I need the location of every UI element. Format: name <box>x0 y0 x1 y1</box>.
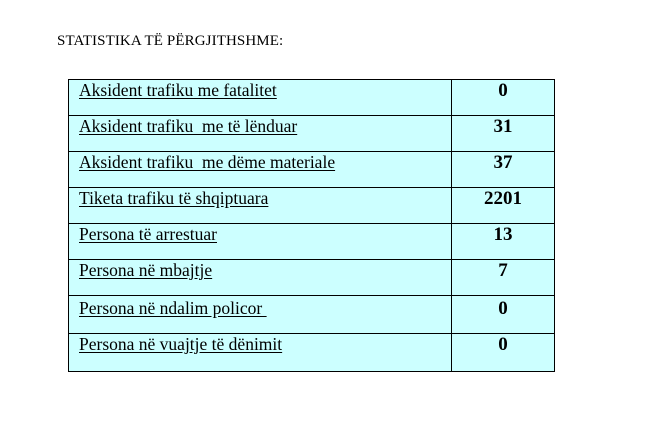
statistics-table <box>68 79 555 372</box>
row-value: 0 <box>498 80 508 101</box>
row-label: Aksident trafiku me dëme materiale <box>79 152 336 172</box>
table-row <box>69 188 555 224</box>
row-value-cell <box>452 334 555 372</box>
table-row <box>69 80 555 116</box>
row-value-cell <box>452 296 555 334</box>
row-label-cell <box>69 224 452 260</box>
row-value-cell <box>452 188 555 224</box>
section-heading: STATISTIKA TË PËRGJITHSHME: <box>57 33 284 49</box>
row-label-cell <box>69 152 452 188</box>
table-row <box>69 260 555 296</box>
row-label: Persona në vuajtje të dënimit <box>79 334 283 354</box>
row-label: Persona të arrestuar <box>79 224 217 244</box>
table-row <box>69 224 555 260</box>
table-row <box>69 334 555 372</box>
row-label-cell <box>69 260 452 296</box>
row-label: Aksident trafiku me të lënduar <box>79 116 298 136</box>
table-row <box>69 152 555 188</box>
row-label: Persona në ndalim policor <box>79 298 267 318</box>
row-label-cell <box>69 80 452 116</box>
row-value: 13 <box>493 224 513 245</box>
row-value: 2201 <box>484 188 522 209</box>
row-label: Tiketa trafiku të shqiptuara <box>79 188 269 208</box>
row-value: 31 <box>493 116 513 137</box>
row-value: 37 <box>493 152 513 173</box>
row-value-cell <box>452 152 555 188</box>
row-value-cell <box>452 260 555 296</box>
table-row <box>69 296 555 334</box>
row-label: Persona në mbajtje <box>79 260 213 280</box>
row-value: 0 <box>498 334 508 355</box>
row-label-cell <box>69 296 452 334</box>
row-label-cell <box>69 334 452 372</box>
table-row <box>69 116 555 152</box>
row-value: 0 <box>498 298 508 319</box>
row-label-cell <box>69 116 452 152</box>
row-value-cell <box>452 116 555 152</box>
row-label-cell <box>69 188 452 224</box>
row-label: Aksident trafiku me fatalitet <box>79 80 277 100</box>
row-value: 7 <box>498 260 508 281</box>
row-value-cell <box>452 80 555 116</box>
row-value-cell <box>452 224 555 260</box>
